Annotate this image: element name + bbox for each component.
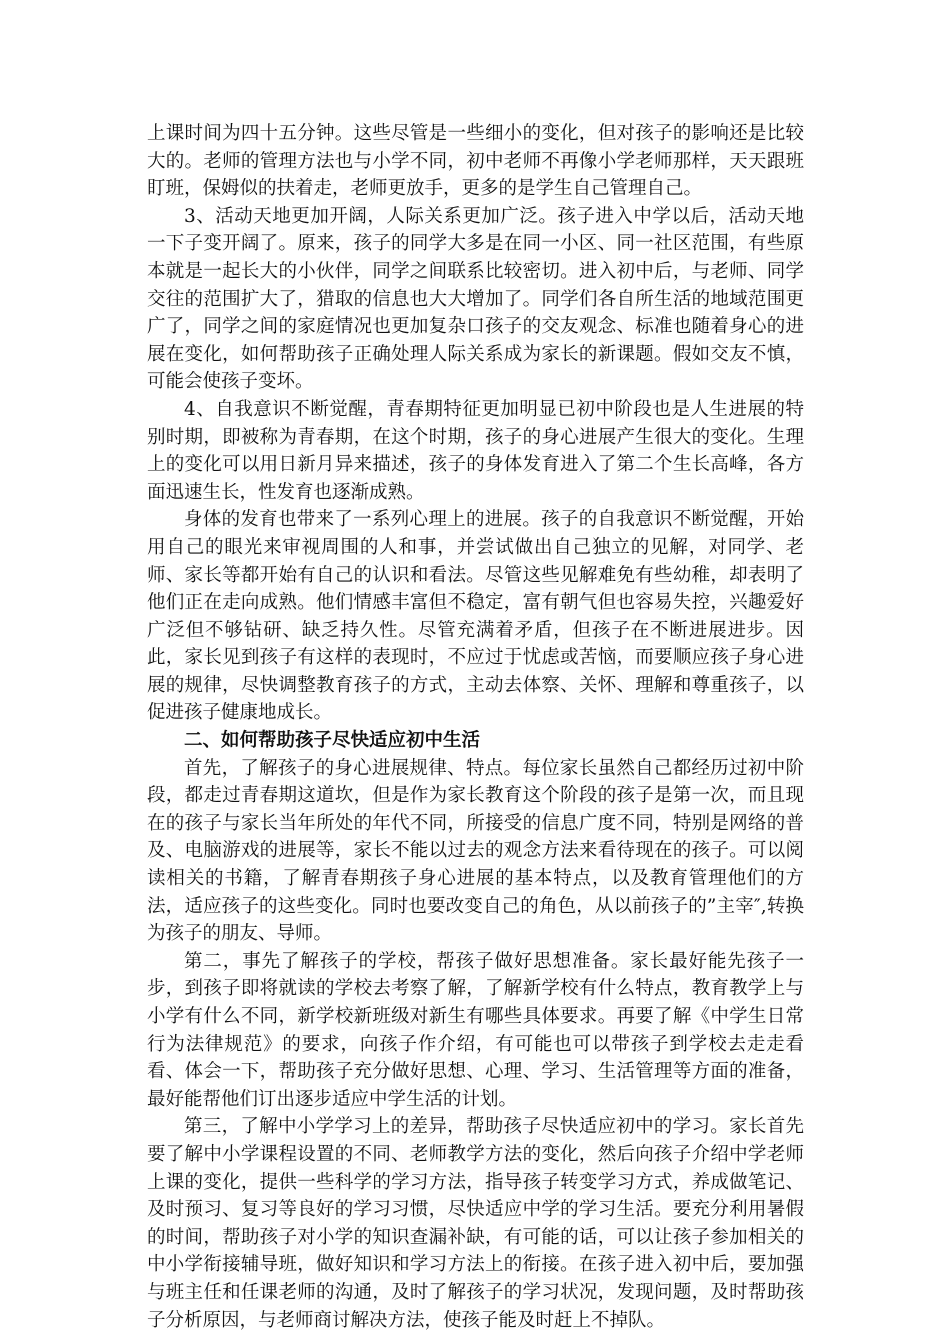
paragraph: 4、自我意识不断觉醒，青春期特征更加明显已初中阶段也是人生进展的特别时期，即被称为青春期，在这个时期，孩子的身心进展产生很大的变化。生理上的变化可以用日新月异来描述，孩子的身体发育进入了第二个生长高峰，各方面迅速生长，性发育也逐渐成熟。 <box>147 398 804 503</box>
document-body <box>147 120 804 1334</box>
paragraph: 身体的发育也带来了一系列心理上的进展。孩子的自我意识不断觉醒，开始用自己的眼光来审视周围的人和事，并尝试做出自己独立的见解，对同学、老师、家长等都开始有自己的认识和看法。尽管这些见解难免有些幼稚，却表明了他们正在走向成熟。他们情感丰富但不稳定，富有朝气但也容易失控，兴趣爱好广泛但不够钻研、缺乏持久性。尽管充满着矛盾，但孩子在不断进展进步。因此，家长见到孩子有这样的表现时，不应过于忧虑或苦恼，而要顺应孩子身心进展的规律，尽快调整教育孩子的方式，主动去体察、关怀、理解和尊重孩子，以促进孩子健康地成长。 <box>147 509 804 724</box>
section-heading: 二、如何帮助孩子尽快适应初中生活 <box>184 730 481 752</box>
paragraph: 3、活动天地更加开阔，人际关系更加广泛。孩子进入中学以后，活动天地一下子变开阔了。原来，孩子的同学大多是在同一小区、同一社区范围，有些原本就是一起长大的小伙伴，同学之间联系比较密切。进入初中后，与老师、同学交往的范围扩大了，猎取的信息也大大增加了。同学们各自所生活的地域范围更广了，同学之间的家庭情况也更加复杂口孩子的交友观念、标准也随着身心的进展在变化，如何帮助孩子正确处理人际关系成为家长的新课题。假如交友不慎，可能会使孩子变坏。 <box>147 205 804 393</box>
paragraph: 第二，事先了解孩子的学校，帮孩子做好思想准备。家长最好能先孩子一步，到孩子即将就读的学校去考察了解，了解新学校有什么特点，教育教学上与小学有什么不同，新学校新班级对新生有哪些具体要求。再要了解《中学生日常行为法律规范》的要求，向孩子作介绍，有可能也可以带孩子到学校去走走看看、体会一下，帮助孩子充分做好思想、心理、学习、生活管理等方面的准备，最好能帮他们订出逐步适应中学生活的计划。 <box>147 950 804 1110</box>
paragraph: 第三，了解中小学学习上的差异，帮助孩子尽快适应初中的学习。家长首先要了解中小学课程设置的不同、老师教学方法的变化，然后向孩子介绍中学老师上课的变化，提供一些科学的学习方法，指导孩子转变学习方式，养成做笔记、及时预习、复习等良好的学习习惯，尽快适应中学的学习生活。要充分利用暑假的时间，帮助孩子对小学的知识查漏补缺，有可能的话，可以让孩子参加相关的中小学衔接辅导班，做好知识和学习方法上的衔接。在孩子进入初中后，要加强与班主任和任课老师的沟通，及时了解孩子的学习状况，发现问题，及时帮助孩子分析原因，与老师商讨解决方法，使孩子能及时赶上不掉队。 <box>147 1116 804 1331</box>
paragraph: 首先，了解孩子的身心进展规律、特点。每位家长虽然自己都经历过初中阶段，都走过青春期这道坎，但是作为家长教育这个阶段的孩子是第一次，而且现在的孩子与家长当年所处的年代不同，所接受的信息广度不同，特别是网络的普及、电脑游戏的进展等，家长不能以过去的观念方法来看待现在的孩子。可以阅读相关的书籍，了解青春期孩子身心进展的基本特点，以及教育管理他们的方法，适应孩子的这些变化。同时也要改变自己的角色，从以前孩子的”主宰″,转换为孩子的朋友、导师。 <box>147 757 804 945</box>
paragraph: 上课时间为四十五分钟。这些尽管是一些细小的变化，但对孩子的影响还是比较大的。老师的管理方法也与小学不同，初中老师不再像小学老师那样，天天跟班盯班，保姆似的扶着走，老师更放手，更多的是学生自己管理自己。 <box>147 123 804 200</box>
